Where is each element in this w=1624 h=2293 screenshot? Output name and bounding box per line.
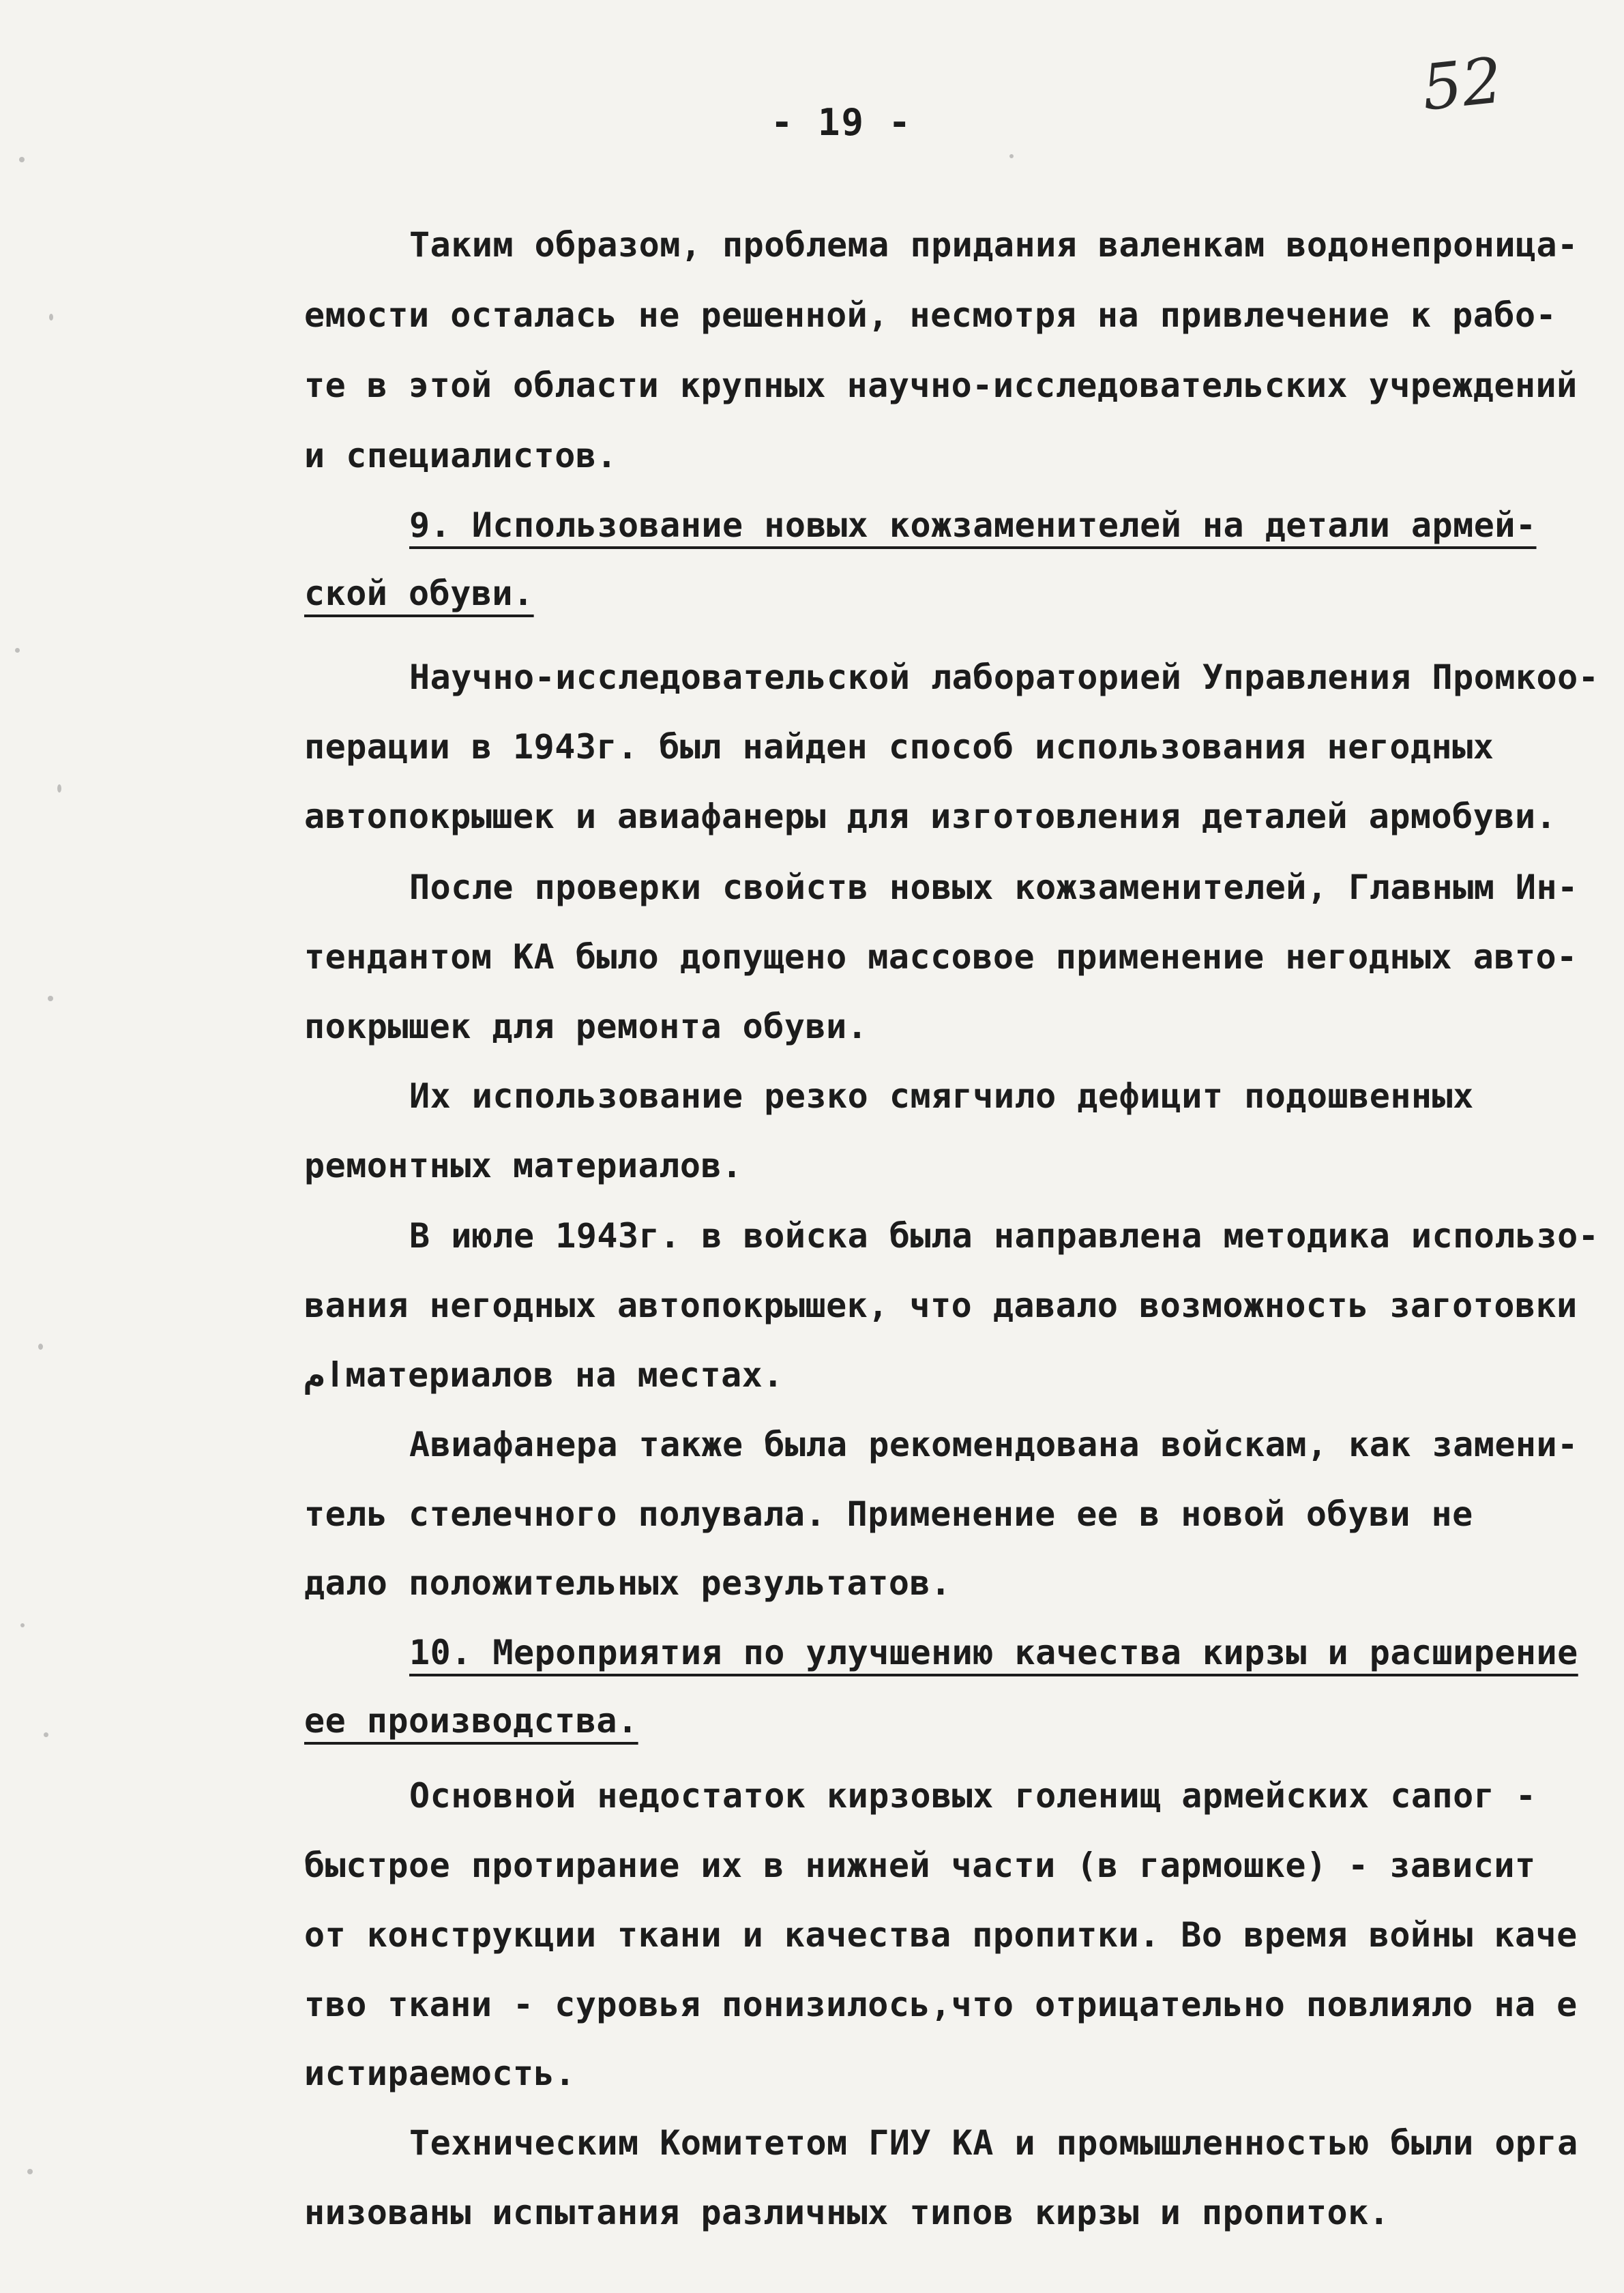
- text-line: Их использование резко смягчило дефицит подошвенных: [409, 1076, 1474, 1116]
- scan-speck: [49, 314, 53, 321]
- text-line: покрышек для ремонта обуви.: [304, 1007, 868, 1046]
- scan-speck: [44, 1732, 48, 1737]
- text-line: те в этой области крупных научно-исследовательских учреждений: [304, 366, 1578, 405]
- text-line: Научно-исследовательской лабораторией Управления Промкоо-: [409, 657, 1599, 697]
- section-heading: ее производства.: [304, 1701, 638, 1741]
- text-line: автопокрышек и авиафанеры для изготовления деталей армобуви.: [304, 797, 1557, 836]
- text-line: низованы испытания различных типов кирзы и пропиток.: [304, 2193, 1390, 2232]
- scan-speck: [38, 1344, 43, 1350]
- text-line: Основной недостаток кирзовых голенищ армейских сапог -: [409, 1776, 1537, 1816]
- text-line: тво ткани - суровья понизилось,что отрицательно повлияло на е: [304, 1985, 1578, 2024]
- text-line: дало положительных результатов.: [304, 1563, 951, 1603]
- text-line: ремонтных материалов.: [304, 1146, 743, 1185]
- section-heading: 10. Мероприятия по улучшению качества кирзы и расширение: [409, 1633, 1578, 1672]
- text-line: тель стелечного полувала. Применение ее в новой обуви не: [304, 1494, 1473, 1534]
- text-line: После проверки свойств новых кожзаменителей, Главным Ин-: [409, 868, 1578, 907]
- text-line: Таким образом, проблема придания валенкам водонепроница-: [409, 225, 1578, 265]
- text-line: емости осталась не решенной, несмотря на привлечение к рабо-: [304, 295, 1557, 335]
- page-number: - 19 -: [771, 101, 913, 144]
- text-line: вания негодных автопокрышек, что давало возможность заготовки: [304, 1286, 1578, 1325]
- text-line: امматериалов на местах.: [304, 1355, 784, 1395]
- scan-speck: [48, 996, 53, 1001]
- text-line: и специалистов.: [304, 436, 618, 475]
- text-line: перации в 1943г. был найден способ использования негодных: [304, 727, 1494, 767]
- text-line: Техническим Комитетом ГИУ КА и промышленностью были орга: [409, 2123, 1578, 2163]
- archive-page-mark: 52: [1418, 44, 1506, 125]
- text-line: тендантом КА было допущено массовое применение негодных авто-: [304, 937, 1578, 977]
- section-heading: 9. Использование новых кожзаменителей на детали армей-: [409, 505, 1537, 545]
- scan-speck: [19, 157, 25, 162]
- text-line: быстрое протирание их в нижней части (в гармошке) - зависит: [304, 1846, 1536, 1885]
- scan-speck: [1009, 154, 1014, 158]
- text-line: истираемость.: [304, 2054, 576, 2093]
- scan-speck: [57, 784, 61, 793]
- text-line: от конструкции ткани и качества пропитки. Во время войны каче: [304, 1915, 1578, 1955]
- scan-speck: [27, 2169, 33, 2174]
- scan-speck: [20, 1623, 25, 1627]
- section-heading: ской обуви.: [304, 574, 534, 613]
- text-line: Авиафанера также была рекомендована войскам, как замени-: [409, 1425, 1578, 1464]
- scan-speck: [15, 648, 20, 653]
- text-line: В июле 1943г. в войска была направлена методика использо-: [409, 1216, 1599, 1256]
